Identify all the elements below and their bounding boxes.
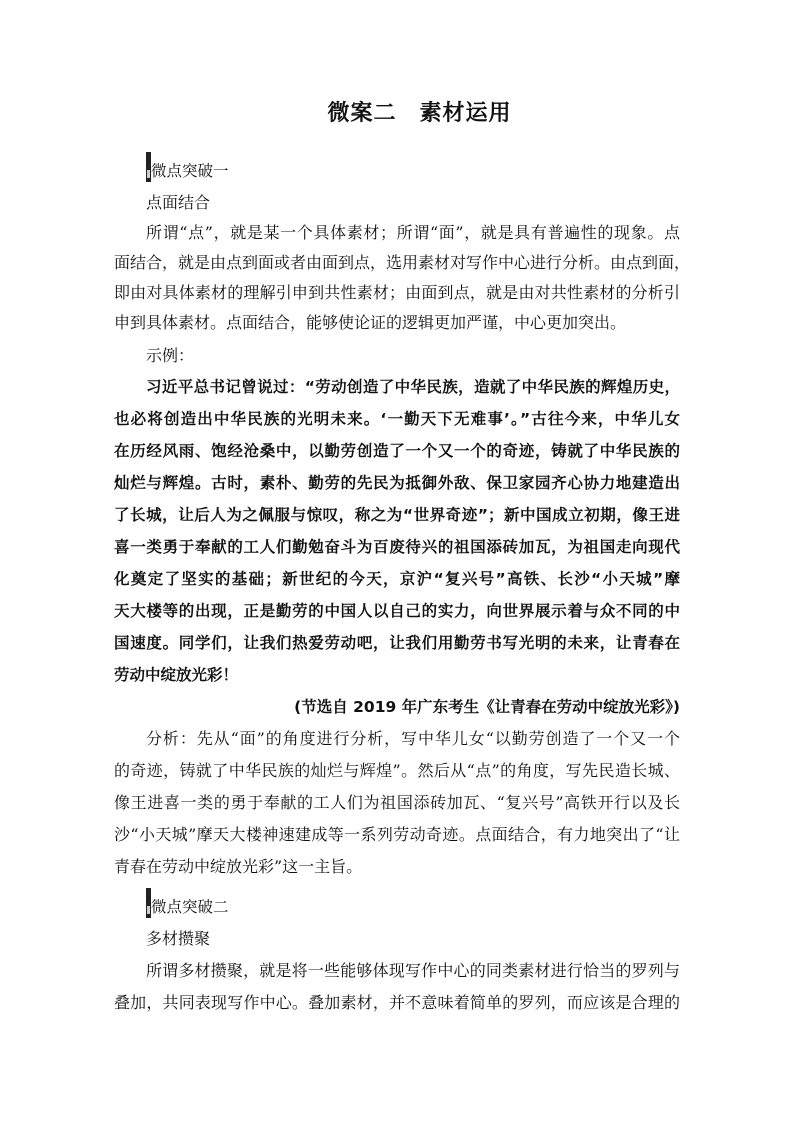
paragraph-line: 申到具体素材。点面结合，能够使论证的逻辑更加严谨，中心更加突出。 [114,313,627,332]
section-subtitle: 多材攒聚 [146,929,211,948]
example-line: 了长城，让后人为之佩服与惊叹，称之为“世界奇迹”；新中国成立初期，像王进 [114,506,680,524]
example-line: 灿烂与辉煌。古时，素朴、勤劳的先民为抵御外敌、保卫家园齐心协力地建造出 [114,474,680,492]
source-citation: (节选自 2019 年广东考生《让青春在劳动中绽放光彩》) [294,698,680,716]
example-line: 化奠定了坚实的基础；新世纪的今天，京沪“复兴号”高铁、长沙“小天城”摩 [114,570,680,588]
analysis-line: 像王进喜一类的勇于奉献的工人们为祖国添砖加瓦、“复兴号”高铁开行以及长 [114,793,680,812]
section-heading-label: 微点突破二 [151,898,229,916]
example-line: 国速度。同学们，让我们热爱劳动吧，让我们用勤劳书写光明的未来，让青春在 [114,634,680,652]
example-label: 示例： [146,346,195,365]
paragraph-line: 所谓“点”，就是某一个具体素材；所谓“面”，就是具有普遍性的现象。点 [146,223,680,242]
page-title: 微案二 素材运用 [327,100,512,126]
paragraph-line: 叠加，共同表现写作中心。叠加素材，并不意味着简单的罗列，而应该是合理的 [114,993,680,1012]
analysis-line: 青春在劳动中绽放光彩”这一主旨。 [114,857,363,876]
analysis-line: 沙“小天城”摩天大楼神速建成等一系列劳动奇迹。点面结合，有力地突出了“让 [114,825,680,844]
section-heading-label: 微点突破一 [151,162,229,180]
example-line: 习近平总书记曾说过：“劳动创造了中华民族，造就了中华民族的辉煌历史， [146,378,680,396]
paragraph-line: 所谓多材攒聚，就是将一些能够体现写作中心的同类素材进行恰当的罗列与 [146,961,680,980]
example-line: 劳动中绽放光彩！ [114,666,239,684]
analysis-line: 分析：先从“面”的角度进行分析，写中华儿女“以勤劳创造了一个又一个 [146,729,680,748]
paragraph-line: 面结合，就是由点到面或者由面到点，选用素材对写作中心进行分析。由点到面， [114,253,691,272]
example-line: 在历经风雨、饱经沧桑中，以勤劳创造了一个又一个的奇迹，铸就了中华民族的 [114,442,680,460]
example-line: 也必将创造出中华民族的光明未来。‘一勤天下无难事’。”古往今来，中华儿女 [114,410,680,428]
section-subtitle: 点面结合 [146,193,211,212]
paragraph-line: 即由对具体素材的理解引申到共性素材；由面到点，就是由对共性素材的分析引 [114,283,680,302]
analysis-line: 的奇迹，铸就了中华民族的灿烂与辉煌”。然后从“点”的角度，写先民造长城、 [114,761,680,780]
example-line: 天大楼等的出现，正是勤劳的中国人以自己的实力，向世界展示着与众不同的中 [114,602,680,620]
example-line: 喜一类勇于奉献的工人们勤勉奋斗为百废待兴的祖国添砖加瓦，为祖国走向现代 [114,538,680,556]
